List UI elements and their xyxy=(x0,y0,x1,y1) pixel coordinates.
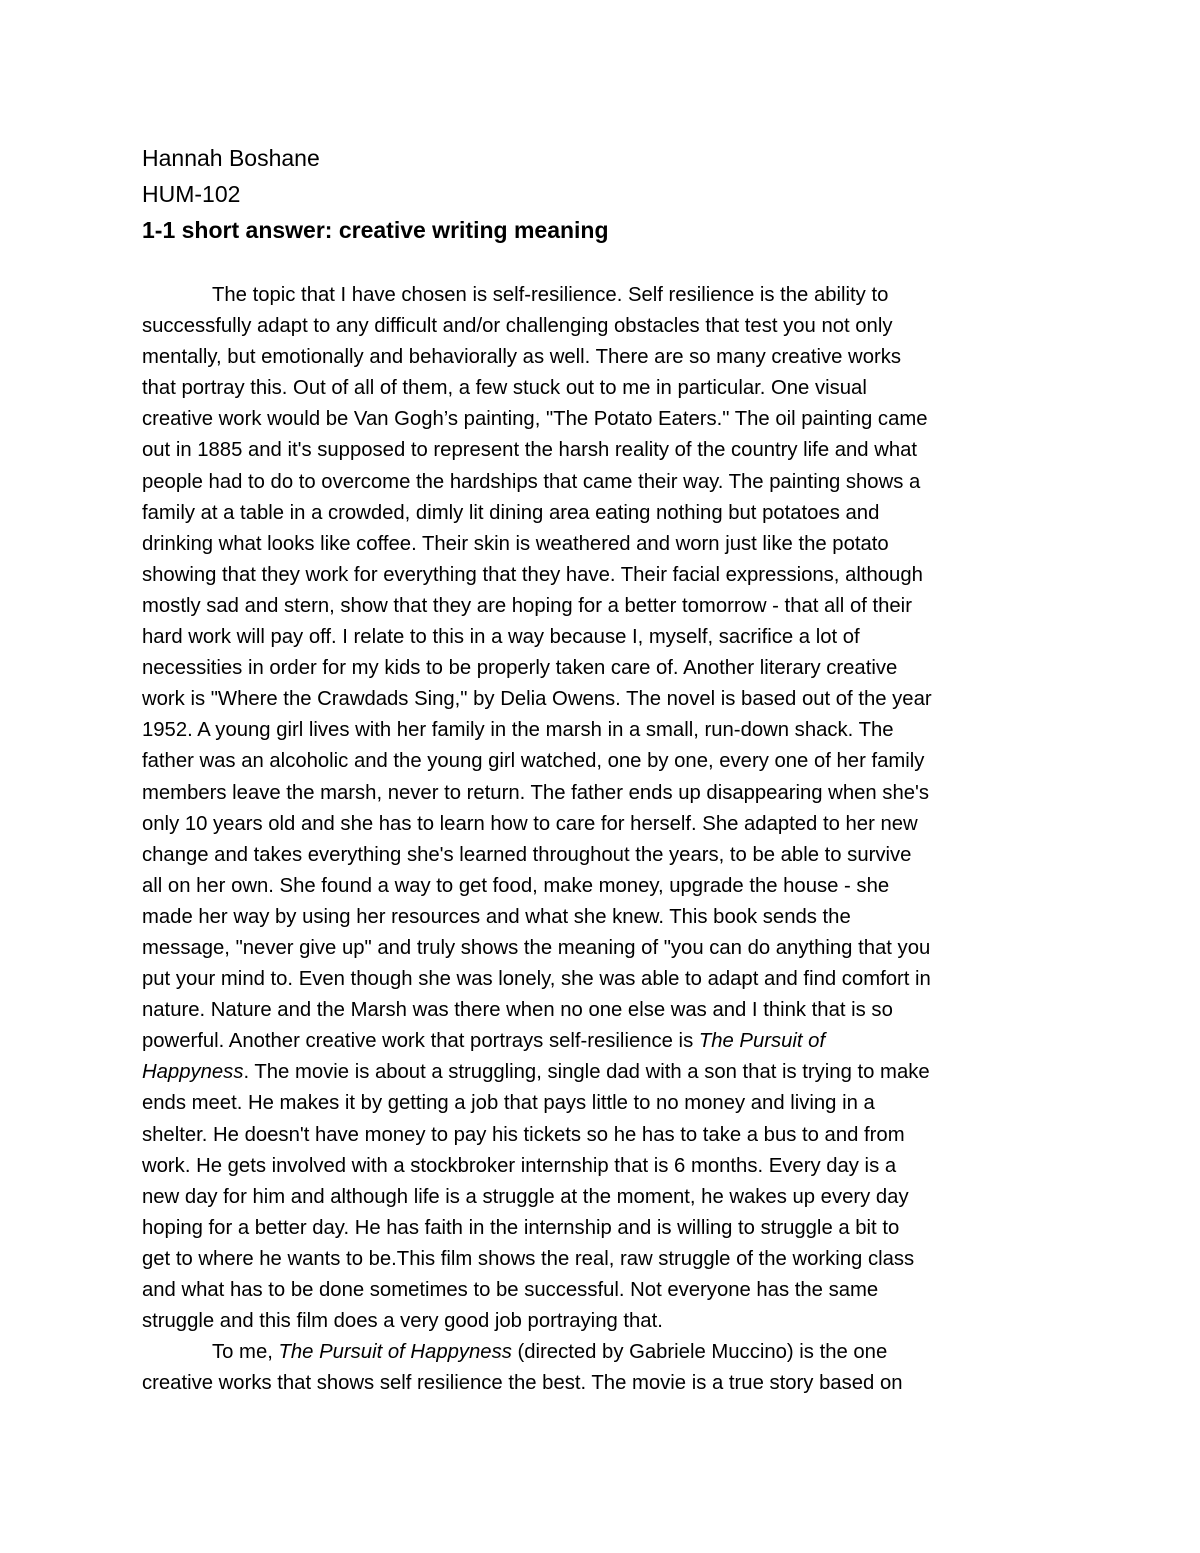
course-code: HUM-102 xyxy=(142,181,241,207)
text-line: creative work would be Van Gogh’s painting, "The Potato Eaters." The oil painting came xyxy=(142,408,928,431)
document-content xyxy=(142,140,1072,1399)
text-line: and what has to be done sometimes to be successful. Not everyone has the same xyxy=(142,1279,879,1301)
text-line: family at a table in a crowded, dimly lit dining area eating nothing but potatoes and xyxy=(142,501,880,524)
text-line: hoping for a better day. He has faith in the internship and is willing to struggle a bit to xyxy=(142,1216,900,1239)
text-line: ends meet. He makes it by getting a job that pays little to no money and living in a xyxy=(142,1092,875,1115)
text-line: struggle and this film does a very good job portraying that. xyxy=(142,1310,663,1333)
essay-body xyxy=(142,280,1072,1399)
text-line: that portray this. Out of all of them, a few stuck out to me in particular. One visual xyxy=(142,377,867,400)
text-line: only 10 years old and she has to learn how to care for herself. She adapted to her new xyxy=(142,812,918,835)
text-fragment: powerful. Another creative work that portrays self-resilience is xyxy=(142,1030,699,1053)
text-line: message, "never give up" and truly shows the meaning of "you can do anything that you xyxy=(142,936,931,959)
paragraph-2 xyxy=(142,1337,1072,1399)
text-line xyxy=(142,1026,1072,1057)
text-line: showing that they work for everything that they have. Their facial expressions, although xyxy=(142,563,923,586)
text-line: out in 1885 and it's supposed to represent the harsh reality of the country life and what xyxy=(142,439,918,462)
assignment-title: 1-1 short answer: creative writing meaning xyxy=(142,217,609,243)
text-line: hard work will pay off. I relate to this in a way because I, myself, sacrifice a lot of xyxy=(142,626,860,649)
text-fragment: . The movie is about a struggling, single dad with a son that is trying to make xyxy=(243,1061,930,1084)
italic-title: The Pursuit of xyxy=(698,1030,826,1053)
text-fragment: To me, xyxy=(212,1341,279,1364)
text-line: change and takes everything she's learned throughout the years, to be able to survive xyxy=(142,843,912,866)
text-line: work is "Where the Crawdads Sing," by Delia Owens. The novel is based out of the year xyxy=(142,688,932,711)
text-fragment: (directed by Gabriele Muccino) is the one xyxy=(511,1341,888,1364)
text-line: people had to do to overcome the hardships that came their way. The painting shows a xyxy=(142,470,921,493)
text-line: necessities in order for my kids to be properly taken care of. Another literary creative xyxy=(142,657,898,680)
text-line: mostly sad and stern, show that they are hoping for a better tomorrow - that all of their xyxy=(142,594,912,617)
text-line: shelter. He doesn't have money to pay his tickets so he has to take a bus to and from xyxy=(142,1123,905,1146)
italic-title: The Pursuit of Happyness xyxy=(278,1341,512,1364)
text-line: creative works that shows self resilience the best. The movie is a true story based on xyxy=(142,1372,903,1395)
text-line: all on her own. She found a way to get food, make money, upgrade the house - she xyxy=(142,874,890,897)
paragraph-1 xyxy=(142,280,1072,1337)
text-line: father was an alcoholic and the young girl watched, one by one, every one of her family xyxy=(142,750,925,773)
italic-title: Happyness xyxy=(142,1061,244,1084)
text-line: members leave the marsh, never to return. The father ends up disappearing when she's xyxy=(142,781,930,804)
text-line: nature. Nature and the Marsh was there when no one else was and I think that is so xyxy=(142,999,893,1022)
text-line xyxy=(142,1337,1072,1368)
text-line: successfully adapt to any difficult and/or challenging obstacles that test you not only xyxy=(142,315,893,338)
text-line: drinking what looks like coffee. Their skin is weathered and worn just like the potato xyxy=(142,532,889,555)
text-line: get to where he wants to be.This film shows the real, raw struggle of the working class xyxy=(142,1247,915,1270)
text-line: put your mind to. Even though she was lonely, she was able to adapt and find comfort in xyxy=(142,968,931,991)
text-line: The topic that I have chosen is self-resilience. Self resilience is the ability to xyxy=(212,284,889,306)
text-line: work. He gets involved with a stockbroker internship that is 6 months. Every day is a xyxy=(142,1154,897,1177)
author-name: Hannah Boshane xyxy=(142,145,320,171)
text-line xyxy=(142,1057,1072,1088)
text-line: made her way by using her resources and what she knew. This book sends the xyxy=(142,905,851,928)
text-line: 1952. A young girl lives with her family in the marsh in a small, run-down shack. The xyxy=(142,719,894,742)
text-line: new day for him and although life is a struggle at the moment, he wakes up every day xyxy=(142,1185,909,1208)
text-line: mentally, but emotionally and behaviorally as well. There are so many creative works xyxy=(142,346,902,369)
